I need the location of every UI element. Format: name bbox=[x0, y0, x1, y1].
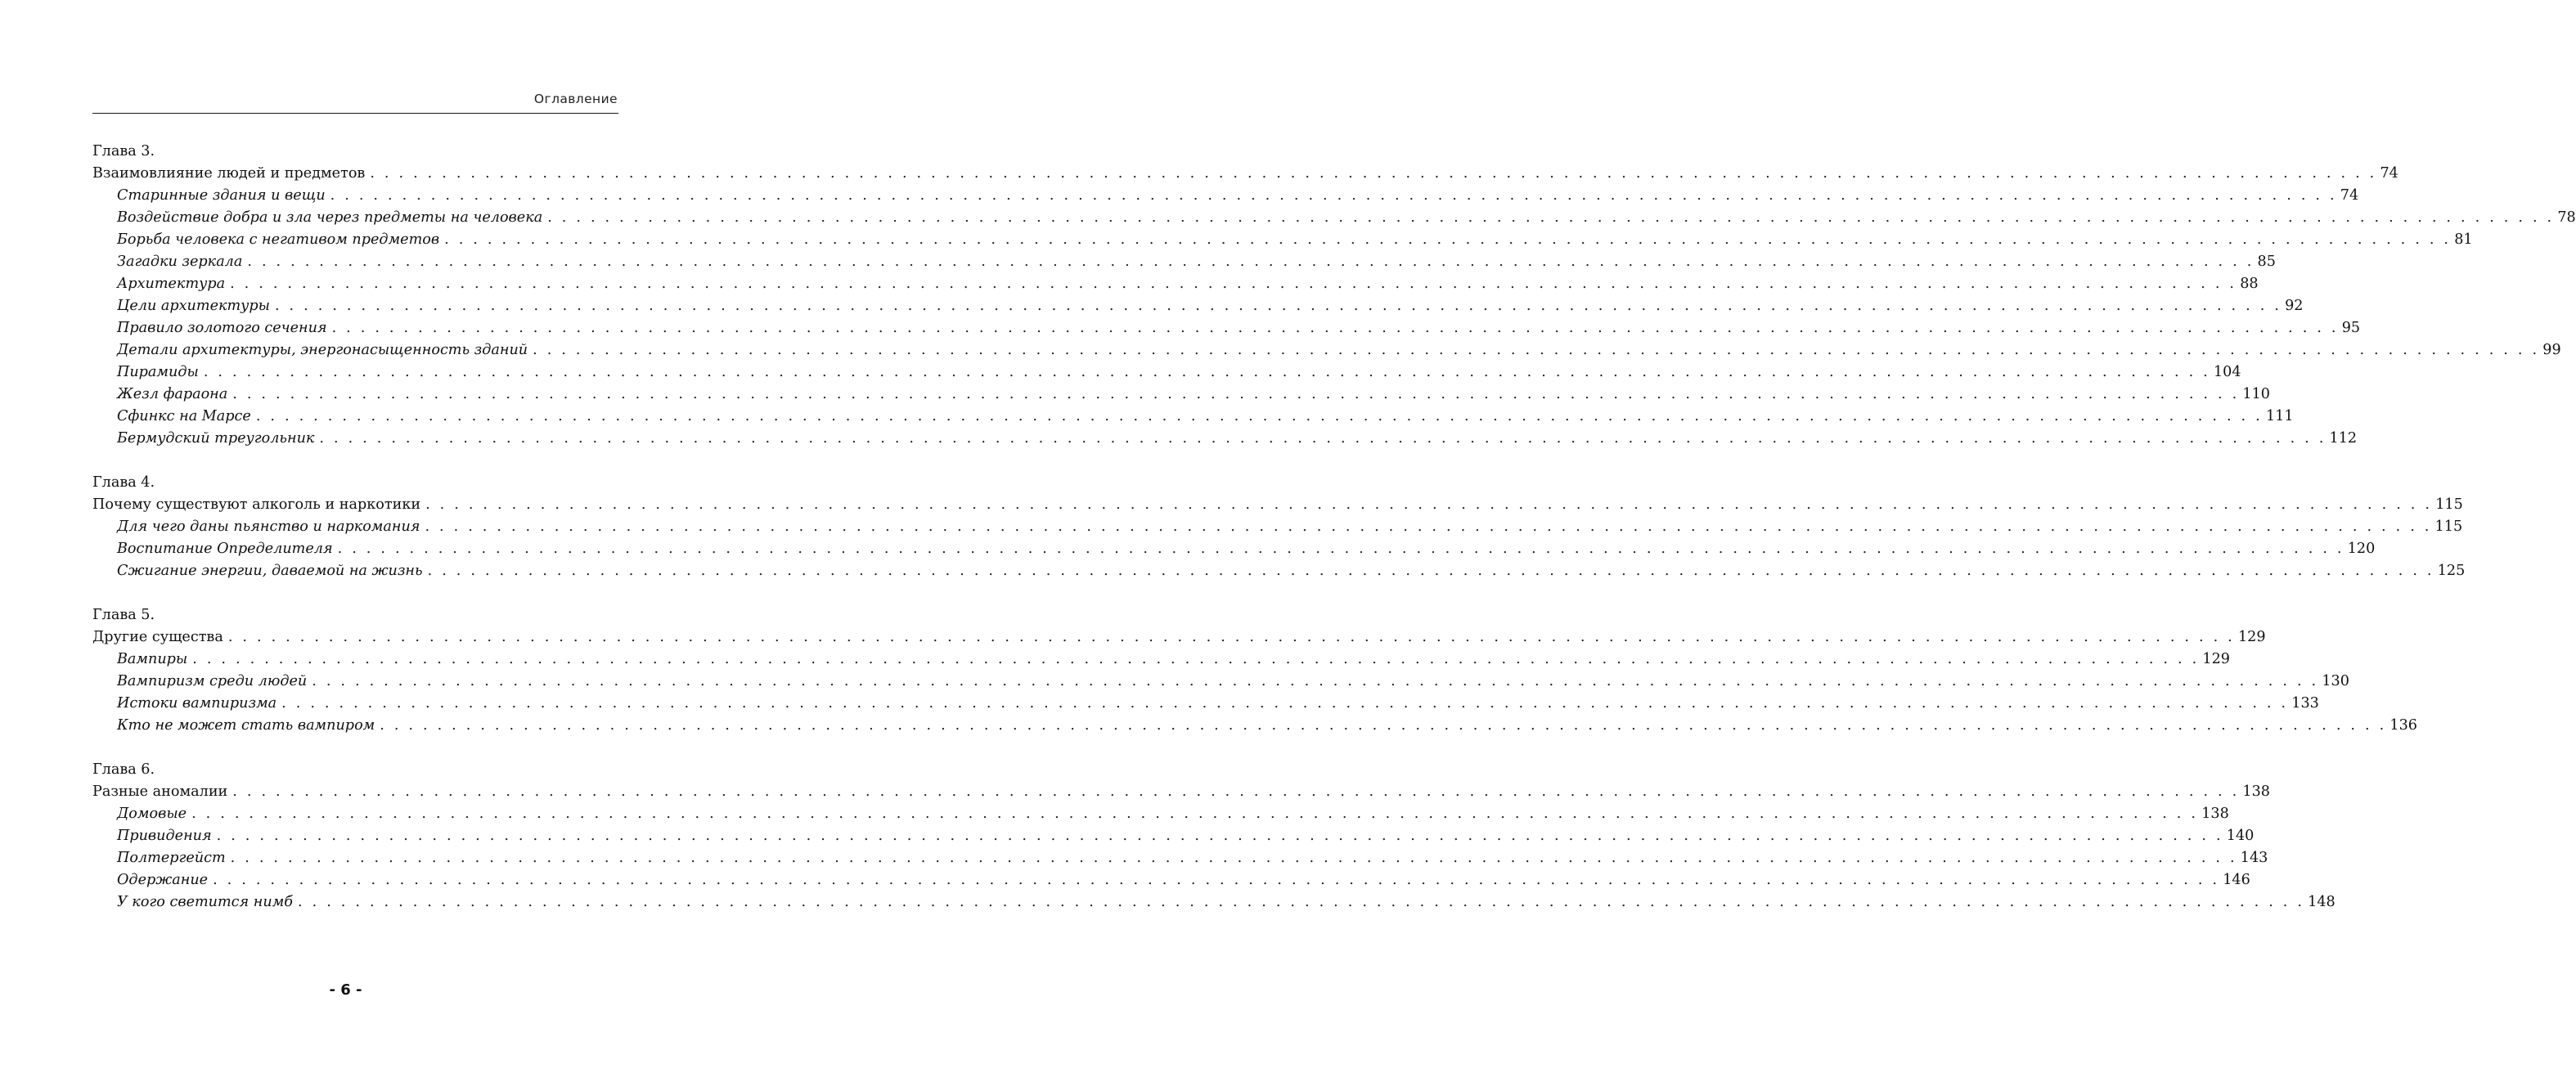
section-title: Жезл фараона bbox=[117, 386, 228, 402]
dot-leader: . . . . . . . . . . . . . . . . . . . . . . . . . . . . . . . . . . . . . . . . . . . . . . . . . . . . . . . . . . . . . . . . . . . . . . . . . . . . . . . . . . . . . . . . . . . . . . . . . . . . . . . . . . . . . . . . . . . . . . . . . . . . . . . . . . . . . . . . . . . . bbox=[191, 806, 2199, 822]
page-ref: 125 bbox=[2437, 563, 2466, 579]
page-ref: 111 bbox=[2265, 408, 2294, 424]
section-title: Вампиры bbox=[117, 651, 188, 667]
dot-leader: . . . . . . . . . . . . . . . . . . . . . . . . . . . . . . . . . . . . . . . . . . . . . . . . . . . . . . . . . . . . . . . . . . . . . . . . . . . . . . . . . . . . . . . . . . . . . . . . . . . . . . . . . . . . . . . . . . . . . . . . . . . . . . . . . . . . . . . . . . . . bbox=[444, 231, 2452, 248]
page-ref: 85 bbox=[2257, 254, 2276, 270]
toc-section-entry bbox=[92, 516, 2463, 538]
section-title: Сфинкс на Марсе bbox=[117, 408, 251, 424]
page-ref: 78 bbox=[2557, 209, 2576, 226]
chapter-block bbox=[92, 141, 2576, 450]
dot-leader: . . . . . . . . . . . . . . . . . . . . . . . . . . . . . . . . . . . . . . . . . . . . . . . . . . . . . . . . . . . . . . . . . . . . . . . . . . . . . . . . . . . . . . . . . . . . . . . . . . . . . . . . . . . . . . . . . . . . . . . . . . . . . . . . . . . . . . . . . . . . bbox=[216, 828, 2223, 844]
page-ref: 129 bbox=[2237, 629, 2266, 645]
section-title: Для чего даны пьянство и наркомания bbox=[117, 519, 420, 535]
page-ref: 112 bbox=[2329, 430, 2358, 447]
page-ref: 130 bbox=[2322, 673, 2349, 689]
toc-section-entry bbox=[92, 649, 2230, 671]
toc-section-entry bbox=[92, 825, 2255, 847]
section-title: Домовые bbox=[117, 806, 187, 822]
dot-leader: . . . . . . . . . . . . . . . . . . . . . . . . . . . . . . . . . . . . . . . . . . . . . . . . . . . . . . . . . . . . . . . . . . . . . . . . . . . . . . . . . . . . . . . . . . . . . . . . . . . . . . . . . . . . . . . . . . . . . . . . . . . . . . . . . . . . . . . . . . . . bbox=[331, 320, 2339, 336]
section-title: Старинные здания и вещи bbox=[117, 187, 326, 204]
chapter-label: Глава 3. bbox=[92, 143, 155, 159]
toc-section-entry bbox=[92, 803, 2229, 825]
section-title: Детали архитектуры, энергонасыщенность зданий bbox=[117, 342, 528, 358]
toc-section-entry bbox=[92, 693, 2319, 715]
toc-section-entry bbox=[92, 185, 2359, 207]
toc-section-entry bbox=[92, 361, 2241, 384]
page-ref: 146 bbox=[2223, 872, 2250, 888]
toc-section-entry bbox=[92, 538, 2376, 560]
chapter-block bbox=[92, 759, 2335, 914]
section-title: Загадки зеркала bbox=[117, 254, 243, 270]
page-ref: 104 bbox=[2213, 364, 2241, 380]
chapter-block bbox=[92, 604, 2417, 737]
page-ref: 143 bbox=[2240, 850, 2268, 866]
chapter-label: Глава 6. bbox=[92, 761, 155, 778]
dot-leader: . . . . . . . . . . . . . . . . . . . . . . . . . . . . . . . . . . . . . . . . . . . . . . . . . . . . . . . . . . . . . . . . . . . . . . . . . . . . . . . . . . . . . . . . . . . . . . . . . . . . . . . . . . . . . . . . . . . . . . . . . . . . . . . . . . . . . . . . . . . . bbox=[427, 563, 2434, 579]
dot-leader: . . . . . . . . . . . . . . . . . . . . . . . . . . . . . . . . . . . . . . . . . . . . . . . . . . . . . . . . . . . . . . . . . . . . . . . . . . . . . . . . . . . . . . . . . . . . . . . . . . . . . . . . . . . . . . . . . . . . . . . . . . . . . . . . . . . . . . . . . . . . bbox=[232, 386, 2240, 402]
dot-leader: . . . . . . . . . . . . . . . . . . . . . . . . . . . . . . . . . . . . . . . . . . . . . . . . . . . . . . . . . . . . . . . . . . . . . . . . . . . . . . . . . . . . . . . . . . . . . . . . . . . . . . . . . . . . . . . . . . . . . . . . . . . . . . . . . . . . . . . . . . . . bbox=[281, 695, 2289, 712]
dot-leader: . . . . . . . . . . . . . . . . . . . . . . . . . . . . . . . . . . . . . . . . . . . . . . . . . . . . . . . . . . . . . . . . . . . . . . . . . . . . . . . . . . . . . . . . . . . . . . . . . . . . . . . . . . . . . . . . . . . . . . . . . . . . . . . . . . . . . . . . . . . . bbox=[330, 187, 2337, 204]
dot-leader: . . . . . . . . . . . . . . . . . . . . . . . . . . . . . . . . . . . . . . . . . . . . . . . . . . . . . . . . . . . . . . . . . . . . . . . . . . . . . . . . . . . . . . . . . . . . . . . . . . . . . . . . . . . . . . . . . . . . . . . . . . . . . . . . . . . . . . . . . . . . bbox=[203, 364, 2210, 380]
chapter-title: Взаимовлияние людей и предметов bbox=[92, 165, 366, 182]
chapter-label: Глава 4. bbox=[92, 474, 155, 491]
page-ref: 115 bbox=[2434, 519, 2463, 535]
chapter-label: Глава 5. bbox=[92, 607, 155, 623]
header-rule bbox=[92, 113, 618, 114]
toc-chapter-entry bbox=[92, 781, 2270, 803]
page-ref: 115 bbox=[2435, 496, 2463, 513]
toc-section-entry bbox=[92, 207, 2576, 229]
toc-chapter-entry bbox=[92, 626, 2266, 649]
chapter-title: Почему существуют алкоголь и наркотики bbox=[92, 496, 421, 513]
section-title: Цели архитектуры bbox=[117, 298, 270, 314]
page-number: - 6 - bbox=[329, 981, 362, 999]
page-ref: 138 bbox=[2201, 806, 2229, 822]
toc-section-entry bbox=[92, 229, 2473, 251]
dot-leader: . . . . . . . . . . . . . . . . . . . . . . . . . . . . . . . . . . . . . . . . . . . . . . . . . . . . . . . . . . . . . . . . . . . . . . . . . . . . . . . . . . . . . . . . . . . . . . . . . . . . . . . . . . . . . . . . . . . . . . . . . . . . . . . . . . . . . . . . . . . . bbox=[319, 430, 2326, 447]
section-title: Борьба человека с негативом предметов bbox=[117, 231, 440, 248]
dot-leader: . . . . . . . . . . . . . . . . . . . . . . . . . . . . . . . . . . . . . . . . . . . . . . . . . . . . . . . . . . . . . . . . . . . . . . . . . . . . . . . . . . . . . . . . . . . . . . . . . . . . . . . . . . . . . . . . . . . . . . . . . . . . . . . . . . . . . . . . . . . . bbox=[213, 872, 2220, 888]
toc-section-entry bbox=[92, 273, 2259, 295]
dot-leader: . . . . . . . . . . . . . . . . . . . . . . . . . . . . . . . . . . . . . . . . . . . . . . . . . . . . . . . . . . . . . . . . . . . . . . . . . . . . . . . . . . . . . . . . . . . . . . . . . . . . . . . . . . . . . . . . . . . . . . . . . . . . . . . . . . . . . . . . . . . . bbox=[533, 342, 2540, 358]
dot-leader: . . . . . . . . . . . . . . . . . . . . . . . . . . . . . . . . . . . . . . . . . . . . . . . . . . . . . . . . . . . . . . . . . . . . . . . . . . . . . . . . . . . . . . . . . . . . . . . . . . . . . . . . . . . . . . . . . . . . . . . . . . . . . . . . . . . . . . . . . . . . bbox=[274, 298, 2282, 314]
section-title: Архитектура bbox=[117, 276, 226, 292]
toc-chapter-entry bbox=[92, 494, 2463, 516]
running-header: Оглавление bbox=[533, 92, 618, 106]
dot-leader: . . . . . . . . . . . . . . . . . . . . . . . . . . . . . . . . . . . . . . . . . . . . . . . . . . . . . . . . . . . . . . . . . . . . . . . . . . . . . . . . . . . . . . . . . . . . . . . . . . . . . . . . . . . . . . . . . . . . . . . . . . . . . . . . . . . . . . . . . . . . bbox=[380, 717, 2387, 734]
dot-leader: . . . . . . . . . . . . . . . . . . . . . . . . . . . . . . . . . . . . . . . . . . . . . . . . . . . . . . . . . . . . . . . . . . . . . . . . . . . . . . . . . . . . . . . . . . . . . . . . . . . . . . . . . . . . . . . . . . . . . . . . . . . . . . . . . . . . . . . . . . . . bbox=[425, 519, 2432, 535]
toc-section-entry bbox=[92, 847, 2268, 869]
section-title: Одержание bbox=[117, 872, 209, 888]
chapter-block bbox=[92, 472, 2466, 582]
toc-section-entry bbox=[92, 715, 2417, 737]
section-title: Вампиризм среди людей bbox=[117, 673, 308, 689]
toc-section-entry bbox=[92, 869, 2250, 891]
section-title: У кого светится нимб bbox=[117, 894, 294, 910]
section-title: Полтергейст bbox=[117, 850, 226, 866]
section-title: Пирамиды bbox=[117, 364, 199, 380]
page-ref: 74 bbox=[2380, 165, 2398, 182]
toc-chapter-entry bbox=[92, 163, 2398, 185]
toc-section-entry bbox=[92, 339, 2561, 361]
dot-leader: . . . . . . . . . . . . . . . . . . . . . . . . . . . . . . . . . . . . . . . . . . . . . . . . . . . . . . . . . . . . . . . . . . . . . . . . . . . . . . . . . . . . . . . . . . . . . . . . . . . . . . . . . . . . . . . . . . . . . . . . . . . . . . . . . . . . . . . . . . . . bbox=[247, 254, 2255, 270]
page-ref: 136 bbox=[2389, 717, 2417, 734]
section-title: Воспитание Определителя bbox=[117, 541, 333, 557]
toc-section-entry bbox=[92, 891, 2335, 914]
section-title: Сжигание энергии, даваемой на жизнь bbox=[117, 563, 423, 579]
dot-leader: . . . . . . . . . . . . . . . . . . . . . . . . . . . . . . . . . . . . . . . . . . . . . . . . . . . . . . . . . . . . . . . . . . . . . . . . . . . . . . . . . . . . . . . . . . . . . . . . . . . . . . . . . . . . . . . . . . . . . . . . . . . . . . . . . . . . . . . . . . . . bbox=[232, 783, 2240, 800]
toc-section-entry bbox=[92, 317, 2361, 339]
page-ref: 129 bbox=[2202, 651, 2230, 667]
page-ref: 140 bbox=[2226, 828, 2255, 844]
page-ref: 133 bbox=[2291, 695, 2319, 712]
chapter-title: Разные аномалии bbox=[92, 783, 228, 800]
table-of-contents bbox=[92, 141, 2576, 936]
toc-section-entry bbox=[92, 295, 2304, 317]
dot-leader: . . . . . . . . . . . . . . . . . . . . . . . . . . . . . . . . . . . . . . . . . . . . . . . . . . . . . . . . . . . . . . . . . . . . . . . . . . . . . . . . . . . . . . . . . . . . . . . . . . . . . . . . . . . . . . . . . . . . . . . . . . . . . . . . . . . . . . . . . . . . bbox=[255, 408, 2263, 424]
dot-leader: . . . . . . . . . . . . . . . . . . . . . . . . . . . . . . . . . . . . . . . . . . . . . . . . . . . . . . . . . . . . . . . . . . . . . . . . . . . . . . . . . . . . . . . . . . . . . . . . . . . . . . . . . . . . . . . . . . . . . . . . . . . . . . . . . . . . . . . . . . . . bbox=[547, 209, 2555, 226]
section-title: Привидения bbox=[117, 828, 212, 844]
dot-leader: . . . . . . . . . . . . . . . . . . . . . . . . . . . . . . . . . . . . . . . . . . . . . . . . . . . . . . . . . . . . . . . . . . . . . . . . . . . . . . . . . . . . . . . . . . . . . . . . . . . . . . . . . . . . . . . . . . . . . . . . . . . . . . . . . . . . . . . . . . . . bbox=[192, 651, 2200, 667]
page-ref: 92 bbox=[2285, 298, 2304, 314]
chapter-title: Другие существа bbox=[92, 629, 223, 645]
page-ref: 148 bbox=[2308, 894, 2335, 910]
section-title: Правило золотого сечения bbox=[117, 320, 327, 336]
page-ref: 95 bbox=[2341, 320, 2361, 336]
toc-section-entry bbox=[92, 560, 2466, 582]
page-ref: 110 bbox=[2242, 386, 2270, 402]
section-title: Бермудский треугольник bbox=[117, 430, 315, 447]
dot-leader: . . . . . . . . . . . . . . . . . . . . . . . . . . . . . . . . . . . . . . . . . . . . . . . . . . . . . . . . . . . . . . . . . . . . . . . . . . . . . . . . . . . . . . . . . . . . . . . . . . . . . . . . . . . . . . . . . . . . . . . . . . . . . . . . . . . . . . . . . . . . bbox=[312, 673, 2319, 689]
page-ref: 138 bbox=[2242, 783, 2270, 800]
dot-leader: . . . . . . . . . . . . . . . . . . . . . . . . . . . . . . . . . . . . . . . . . . . . . . . . . . . . . . . . . . . . . . . . . . . . . . . . . . . . . . . . . . . . . . . . . . . . . . . . . . . . . . . . . . . . . . . . . . . . . . . . . . . . . . . . . . . . . . . . . . . . bbox=[298, 894, 2305, 910]
dot-leader: . . . . . . . . . . . . . . . . . . . . . . . . . . . . . . . . . . . . . . . . . . . . . . . . . . . . . . . . . . . . . . . . . . . . . . . . . . . . . . . . . . . . . . . . . . . . . . . . . . . . . . . . . . . . . . . . . . . . . . . . . . . . . . . . . . . . . . . . . . . . bbox=[227, 629, 2235, 645]
dot-leader: . . . . . . . . . . . . . . . . . . . . . . . . . . . . . . . . . . . . . . . . . . . . . . . . . . . . . . . . . . . . . . . . . . . . . . . . . . . . . . . . . . . . . . . . . . . . . . . . . . . . . . . . . . . . . . . . . . . . . . . . . . . . . . . . . . . . . . . . . . . . bbox=[337, 541, 2344, 557]
toc-section-entry bbox=[92, 428, 2358, 450]
section-title: Кто не может стать вампиром bbox=[117, 717, 375, 734]
page-ref: 81 bbox=[2454, 231, 2473, 248]
toc-section-entry bbox=[92, 406, 2294, 428]
section-title: Истоки вампиризма bbox=[117, 695, 277, 712]
toc-section-entry bbox=[92, 384, 2270, 406]
dot-leader: . . . . . . . . . . . . . . . . . . . . . . . . . . . . . . . . . . . . . . . . . . . . . . . . . . . . . . . . . . . . . . . . . . . . . . . . . . . . . . . . . . . . . . . . . . . . . . . . . . . . . . . . . . . . . . . . . . . . . . . . . . . . . . . . . . . . . . . . . . . . bbox=[230, 276, 2237, 292]
toc-section-entry bbox=[92, 251, 2276, 273]
page-ref: 120 bbox=[2347, 541, 2376, 557]
dot-leader: . . . . . . . . . . . . . . . . . . . . . . . . . . . . . . . . . . . . . . . . . . . . . . . . . . . . . . . . . . . . . . . . . . . . . . . . . . . . . . . . . . . . . . . . . . . . . . . . . . . . . . . . . . . . . . . . . . . . . . . . . . . . . . . . . . . . . . . . . . . . bbox=[370, 165, 2377, 182]
toc-section-entry bbox=[92, 671, 2349, 693]
page-ref: 74 bbox=[2340, 187, 2359, 204]
page-ref: 88 bbox=[2240, 276, 2259, 292]
section-title: Воздействие добра и зла через предметы на человека bbox=[117, 209, 543, 226]
dot-leader: . . . . . . . . . . . . . . . . . . . . . . . . . . . . . . . . . . . . . . . . . . . . . . . . . . . . . . . . . . . . . . . . . . . . . . . . . . . . . . . . . . . . . . . . . . . . . . . . . . . . . . . . . . . . . . . . . . . . . . . . . . . . . . . . . . . . . . . . . . . . bbox=[425, 496, 2433, 513]
page-ref: 99 bbox=[2542, 342, 2561, 358]
dot-leader: . . . . . . . . . . . . . . . . . . . . . . . . . . . . . . . . . . . . . . . . . . . . . . . . . . . . . . . . . . . . . . . . . . . . . . . . . . . . . . . . . . . . . . . . . . . . . . . . . . . . . . . . . . . . . . . . . . . . . . . . . . . . . . . . . . . . . . . . . . . . bbox=[230, 850, 2237, 866]
